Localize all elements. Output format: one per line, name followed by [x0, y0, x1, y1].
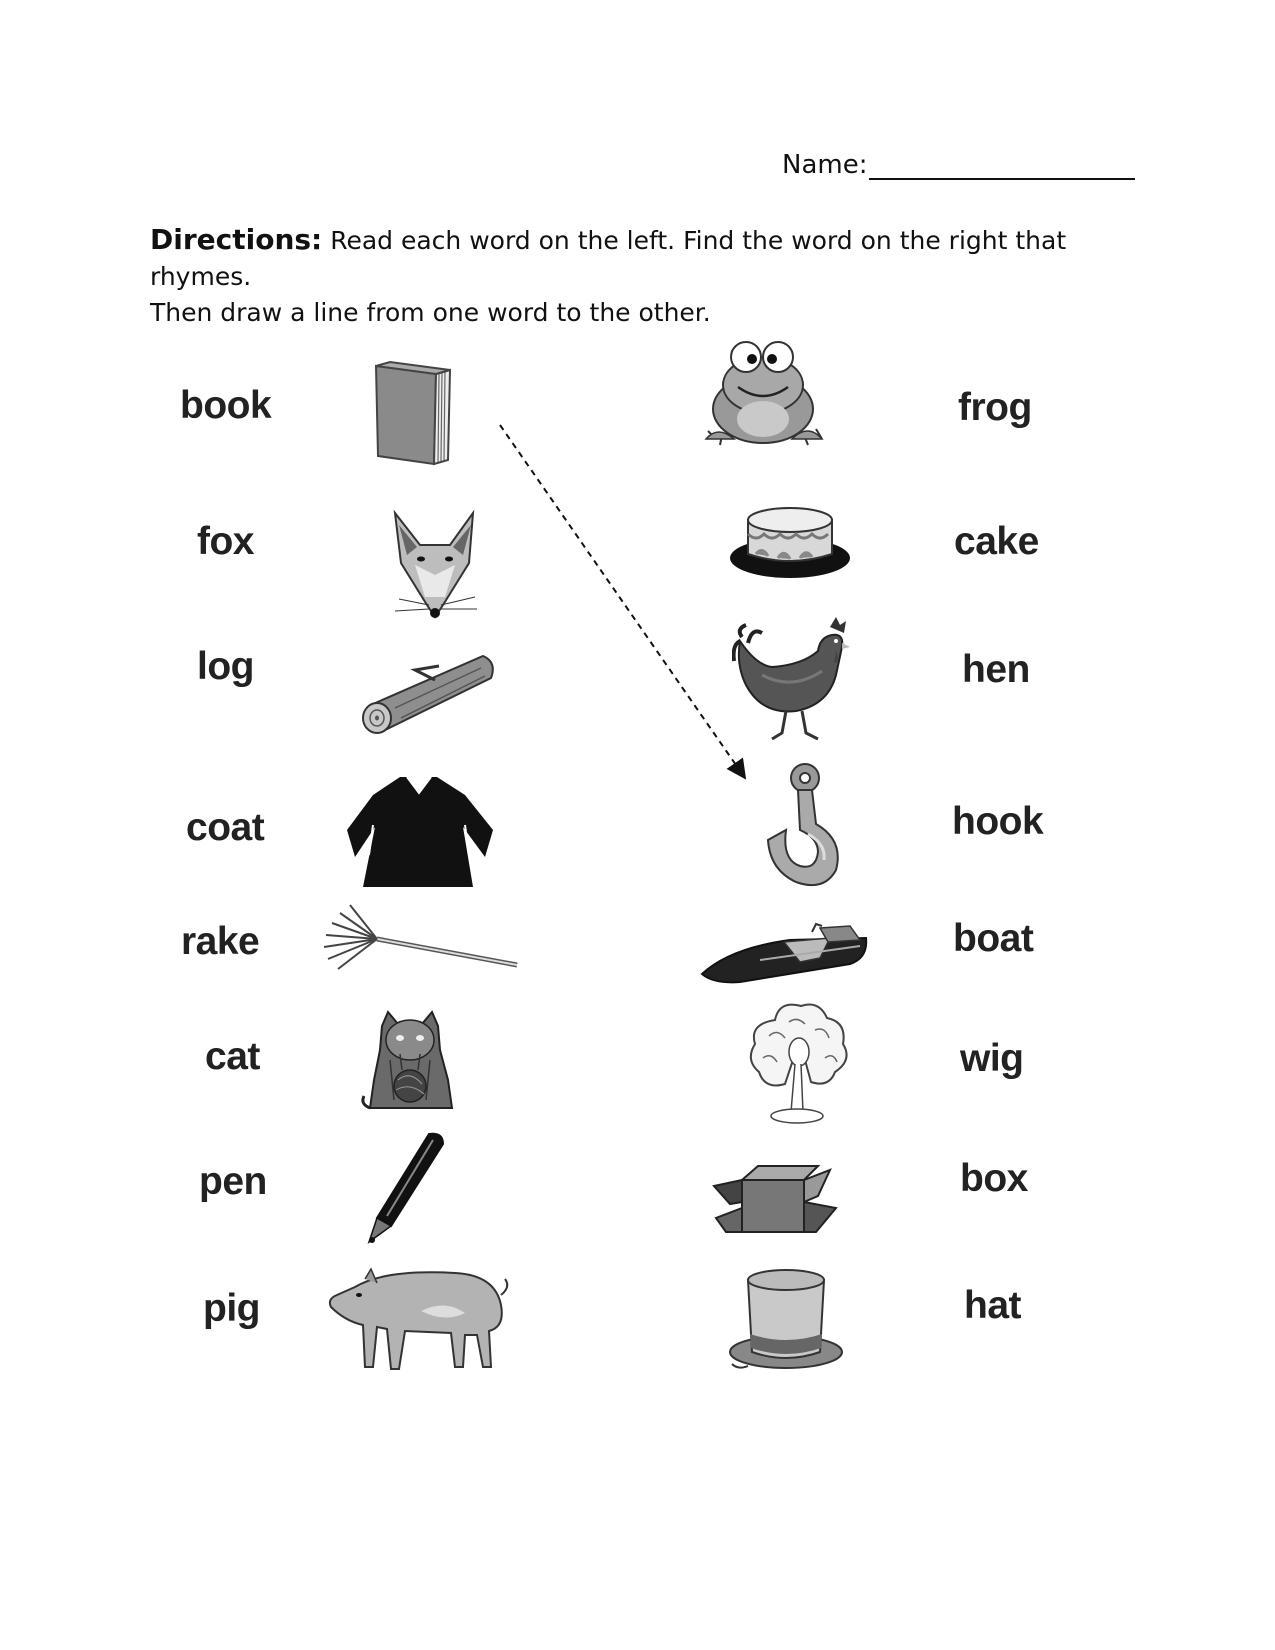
left-word-pen[interactable]: pen	[199, 1160, 267, 1203]
boat-icon	[700, 918, 870, 988]
hen-icon	[732, 615, 852, 745]
coat-icon	[345, 775, 495, 890]
wig-icon	[745, 1000, 855, 1130]
directions-text-line1: Read each word on the left. Find the word on the right that rhymes.	[150, 226, 1067, 291]
right-word-hat[interactable]: hat	[964, 1284, 1021, 1327]
left-word-cat[interactable]: cat	[205, 1035, 260, 1078]
left-word-book[interactable]: book	[180, 384, 272, 427]
right-word-box[interactable]: box	[960, 1157, 1028, 1200]
right-word-wig[interactable]: wig	[960, 1037, 1024, 1080]
pen-icon	[363, 1130, 453, 1250]
right-word-hook[interactable]: hook	[952, 800, 1044, 843]
box-icon	[712, 1162, 842, 1237]
right-word-hen[interactable]: hen	[962, 648, 1030, 691]
left-word-coat[interactable]: coat	[186, 806, 265, 849]
left-word-fox[interactable]: fox	[197, 520, 254, 563]
hat-icon	[728, 1268, 843, 1378]
directions-label: Directions:	[150, 223, 323, 256]
hook-icon	[760, 760, 850, 890]
cake-icon	[728, 502, 853, 582]
right-word-boat[interactable]: boat	[953, 917, 1034, 960]
left-word-rake[interactable]: rake	[181, 920, 260, 963]
book-icon	[370, 360, 460, 470]
rake-icon	[322, 903, 522, 978]
right-word-frog[interactable]: frog	[958, 386, 1032, 429]
left-word-pig[interactable]: pig	[203, 1287, 260, 1330]
left-word-log[interactable]: log	[197, 645, 254, 688]
pig-icon	[325, 1265, 515, 1375]
right-word-cake[interactable]: cake	[954, 520, 1039, 563]
frog-icon	[698, 335, 828, 450]
name-label: Name:	[782, 150, 868, 180]
directions-text-line2: Then draw a line from one word to the other.	[150, 298, 711, 327]
log-icon	[355, 648, 505, 738]
cat-icon	[360, 1010, 460, 1115]
fox-icon	[385, 505, 485, 625]
